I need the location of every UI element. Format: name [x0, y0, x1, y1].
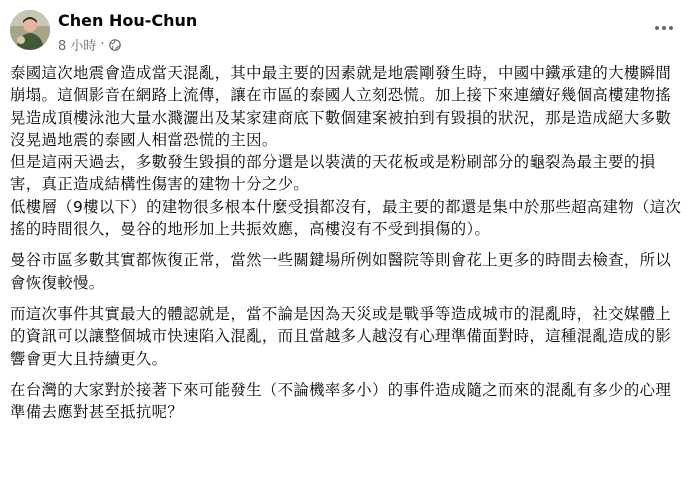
post-meta [58, 35, 121, 54]
more-horizontal-icon [655, 26, 673, 30]
post-paragraph: 但是這兩天過去，多數發生毀損的部分還是以裝潢的天花板或是粉刷部分的龜裂為最主要的損害，真正造成結構性傷害的建物十分之少。 [10, 153, 656, 194]
post-paragraph: 低樓層（9樓以下）的建物很多根本什麼受損都沒有，最主要的都還是集中於那些超高建物（這次搖的時間很久，曼谷的地形加上共振效應，高樓沒有不受到損傷的）。 [10, 197, 682, 239]
author-name[interactable]: Chen Hou-Chun [58, 11, 198, 30]
post-body [10, 62, 686, 423]
post-header [10, 10, 682, 54]
avatar-photo [10, 10, 50, 50]
more-options-button[interactable] [650, 14, 678, 42]
meta-separator: · [100, 37, 105, 52]
post-paragraph: 泰國這次地震會造成當天混亂，其中最主要的因素就是地震剛發生時，中國中鐵承建的大樓瞬間崩塌。這個影音在網路上流傳，讓在市區的泰國人立刻恐慌。加上接下來連續好幾個高樓建物搖晃造成頂樓泳池大量水濺灑出及某家建商底下數個建案被拍到有毀損的狀況，那是造成絕大多數沒晃過地震的泰國人相當恐慌的主因。 [10, 64, 672, 149]
post-paragraph: 曼谷市區多數其實都恢復正常，當然一些關鍵場所例如醫院等則會花上更多的時間去檢查，所以會恢復較慢。 [10, 251, 672, 292]
globe-icon[interactable] [109, 39, 121, 51]
author-avatar[interactable] [10, 10, 50, 50]
post-paragraph: 而這次事件其實最大的體認就是，當不論是因為天災或是戰爭等造成城市的混亂時，社交媒體上的資訊可以讓整個城市快速陷入混亂，而且當越多人越沒有心理準備面對時，這種混亂造成的影響會更大且持續更久。 [10, 304, 672, 368]
post-paragraph: 在台灣的大家對於接著下來可能發生（不論機率多小）的事件造成隨之而來的混亂有多少的心理準備去應對甚至抵抗呢？ [10, 380, 672, 422]
post-timestamp[interactable]: 8 小時 [58, 39, 97, 54]
